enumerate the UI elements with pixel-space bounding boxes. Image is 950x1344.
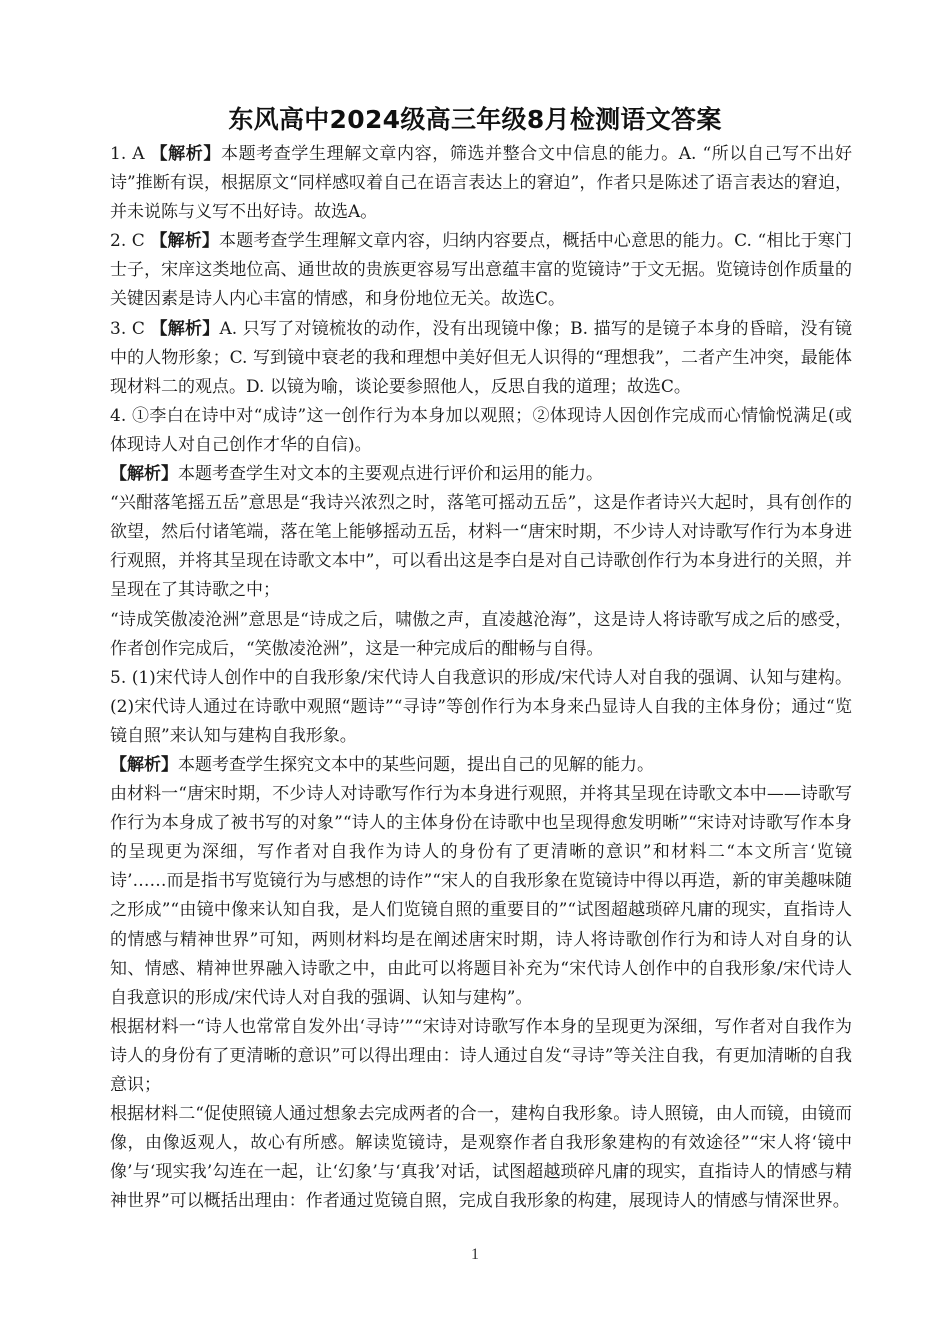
- answer-text: 根据材料二“促使照镜人通过想象去完成两者的合一，建构自我形象。诗人照镜，由人而镜，由镜而像，由像返观人，故心有所感。解读览镜诗，是观察作者自我形象建构的有效途径”“宋人将‘镜中像’与‘现实我’勾连在一起，让‘幻象’与‘真我’对话，试图超越琐碎凡庸的现实，直指诗人的情感与精神世界”可以概括出理由：作者通过览镜自照，完成自我形象的构建，展现诗人的情感与情深世界。: [110, 1104, 852, 1212]
- answer-lead: 1. A: [110, 144, 151, 164]
- answer-text: “兴酣落笔摇五岳”意思是“我诗兴浓烈之时，落笔可摇动五岳”，这是作者诗兴大起时，具有创作的欲望，然后付诸笔端，落在笔上能够摇动五岳，材料一“唐宋时期，不少诗人对诗歌写作行为本身进行观照，并将其呈现在诗歌文本中”，可以看出这是李白是对自己诗歌创作行为本身进行的关照，并呈现在了其诗歌之中；: [110, 493, 852, 601]
- analysis-tag: 【解析】: [150, 144, 221, 164]
- answer-text: 本题考查学生探究文本中的某些问题，提出自己的见解的能力。: [178, 754, 654, 775]
- answer-content: [110, 140, 852, 1216]
- answer-5: [110, 664, 852, 751]
- answer-text: 本题考查学生理解文章内容，归纳内容要点，概括中心意思的能力。C. “相比于寒门士子，宋庠这类地位高、通世故的贵族更容易写出意蕴丰富的览镜诗”于文无据。览镜诗创作质量的关键因素是诗人内心丰富的情感，和身份地位无关。故选C。: [110, 231, 852, 310]
- answer-4-detail-1: [110, 489, 852, 605]
- answer-5-detail-3: [110, 1100, 852, 1216]
- answer-lead: 5. (1)宋代诗人创作中的自我形象/宋代诗人自我意识的形成/宋代诗人对自我的强调、认知与建构。(2)宋代诗人通过在诗歌中观照“题诗”“寻诗”等创作行为本身来凸显诗人自我的主体身份；通过“览镜自照”来认知与建构自我形象。: [110, 667, 852, 746]
- answer-5-analysis: [110, 751, 852, 780]
- document-title: 东风高中2024级高三年级8月检测语文答案: [228, 105, 722, 134]
- answer-text: 由材料一“唐宋时期，不少诗人对诗歌写作行为本身进行观照，并将其呈现在诗歌文本中——诗歌写作行为本身成了被书写的对象”“诗人的主体身份在诗歌中也呈现得愈发明晰”“宋诗对诗歌写作本身的呈现更为深细，写作者对自我作为诗人的身份有了更清晰的意识”和材料二“本文所言‘览镜诗’……而是指书写览镜行为与感想的诗作”“宋人的自我形象在览镜诗中得以再造，新的审美趣味随之形成”“由镜中像来认知自我，是人们览镜自照的重要目的”“试图超越琐碎凡庸的现实，直指诗人的情感与精神世界”可知，两则材料均是在阐述唐宋时期，诗人将诗歌创作行为和诗人对自身的认知、情感、精神世界融入诗歌之中，由此可以将题目补充为“宋代诗人创作中的自我形象/宋代诗人自我意识的形成/宋代诗人对自我的强调、认知与建构”。: [110, 784, 852, 1008]
- page-number: 1: [471, 1246, 479, 1263]
- analysis-tag: 【解析】: [150, 231, 220, 252]
- answer-3: [110, 315, 852, 402]
- answer-text: A. 只写了对镜梳妆的动作，没有出现镜中像；B. 描写的是镜子本身的昏暗，没有镜中的人物形象；C. 写到镜中衰老的我和理想中美好但无人识得的“理想我”，二者产生冲突，最能体现材料二的观点。D. 以镜为喻，谈论要参照他人，反思自我的道理；故选C。: [110, 318, 852, 397]
- analysis-tag: 【解析】: [110, 754, 178, 775]
- answer-text: 根据材料一“诗人也常常自发外出‘寻诗’”“宋诗对诗歌写作本身的呈现更为深细，写作者对自我作为诗人的身份有了更清晰的意识”可以得出理由：诗人通过自发“寻诗”等关注自我，有更加清晰的自我意识；: [110, 1016, 852, 1095]
- analysis-tag: 【解析】: [150, 318, 220, 339]
- answer-4-analysis: [110, 460, 852, 489]
- answer-1: [110, 140, 852, 227]
- answer-text: 本题考查学生对文本的主要观点进行评价和运用的能力。: [178, 464, 603, 485]
- answer-2: [110, 227, 852, 314]
- answer-lead: 3. C: [110, 318, 151, 339]
- answer-text: “诗成笑傲凌沧洲”意思是“诗成之后，啸傲之声，直凌越沧海”，这是诗人将诗歌写成之后的感受，作者创作完成后，“笑傲凌沧洲”，这是一种完成后的酣畅与自得。: [110, 609, 852, 659]
- answer-4-detail-2: [110, 606, 852, 664]
- answer-text: 本题考查学生理解文章内容，筛选并整合文中信息的能力。A. “所以自己写不出好诗”推断有误，根据原文“同样感叹着自己在语言表达上的窘迫”，作者只是陈述了语言表达的窘迫，并未说陈与义写不出好诗。故选A。: [110, 144, 853, 223]
- answer-lead: 4. ①李白在诗中对“成诗”这一创作行为本身加以观照；②体现诗人因创作完成而心情愉悦满足(或体现诗人对自己创作才华的自信)。: [110, 405, 852, 455]
- answer-lead: 2. C: [110, 231, 151, 252]
- analysis-tag: 【解析】: [110, 464, 178, 485]
- answer-5-detail-2: [110, 1013, 852, 1100]
- answer-5-detail-1: [110, 780, 852, 1013]
- answer-4: [110, 402, 852, 460]
